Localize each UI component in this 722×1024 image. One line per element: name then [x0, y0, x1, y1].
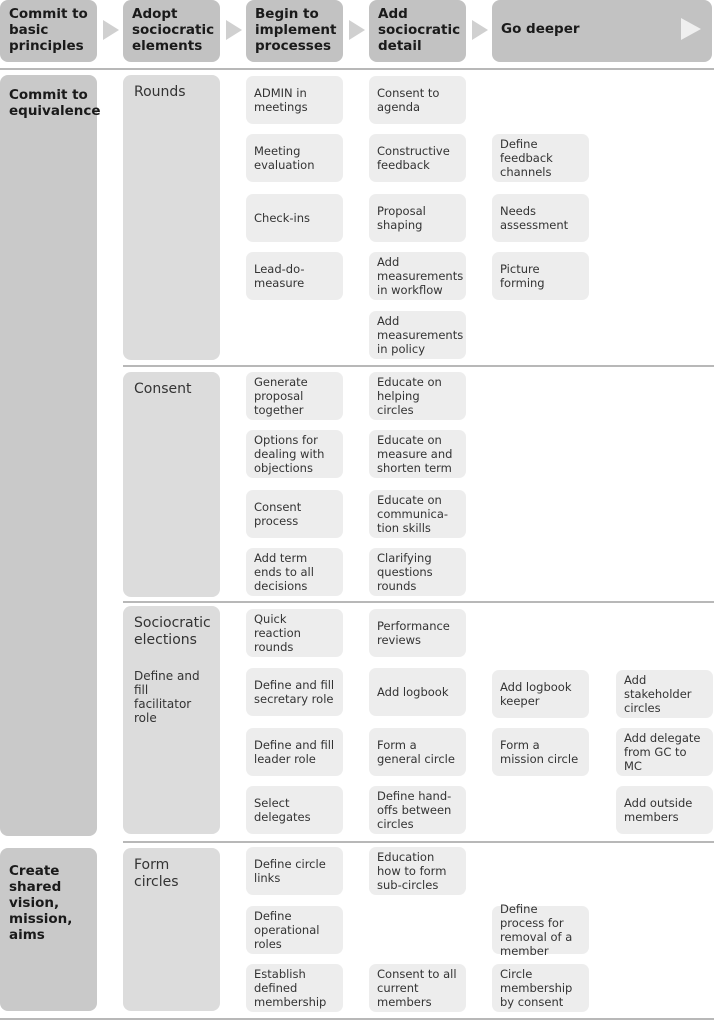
- arrow-right-icon: [226, 20, 242, 40]
- stage-implement-processes: Begin to implement processes: [246, 0, 343, 62]
- item: Picture forming: [492, 252, 589, 300]
- item: Define and fill secretary role: [246, 668, 343, 716]
- stage-commit-basic-principles: Commit to basic principles: [0, 0, 97, 62]
- item: Define feedback channels: [492, 134, 589, 182]
- arrow-right-icon: [103, 20, 119, 40]
- arrow-right-icon: [349, 20, 365, 40]
- item: Proposal shaping: [369, 194, 466, 242]
- arrow-right-icon: [472, 20, 488, 40]
- item: Educate on measure and shorten term: [369, 430, 466, 478]
- item: Establish defined membership: [246, 964, 343, 1012]
- item: Educate on helping circles: [369, 372, 466, 420]
- item: Add logbook keeper: [492, 670, 589, 718]
- divider: [123, 841, 714, 843]
- arrow-right-icon: [681, 18, 701, 40]
- item: Needs assessment: [492, 194, 589, 242]
- elections-label: Sociocratic elections: [134, 615, 211, 648]
- divider: [0, 68, 714, 70]
- item: Define operational roles: [246, 906, 343, 954]
- facilitator-role-label: Define and fill facilitator role: [134, 669, 200, 725]
- item: Define and fill leader role: [246, 728, 343, 776]
- item: Quick reaction rounds: [246, 609, 343, 657]
- item: Add delegate from GC to MC: [616, 728, 713, 776]
- stage-add-detail: Add sociocratic detail: [369, 0, 466, 62]
- item: Lead-do-measure: [246, 252, 343, 300]
- divider: [0, 1018, 714, 1020]
- item: Define hand-offs between circles: [369, 786, 466, 834]
- elections-category: [123, 606, 220, 834]
- item: Check-ins: [246, 194, 343, 242]
- item: Consent to all current members: [369, 964, 466, 1012]
- divider: [123, 601, 714, 603]
- item: Add measurements in policy: [369, 311, 466, 359]
- item: Meeting evaluation: [246, 134, 343, 182]
- consent-category: Consent: [123, 372, 220, 597]
- divider: [123, 365, 714, 367]
- form-circles-category: Form circles: [123, 848, 220, 1011]
- stage-go-deeper: Go deeper: [492, 0, 712, 62]
- item: ADMIN in meetings: [246, 76, 343, 124]
- item: Options for dealing with objections: [246, 430, 343, 478]
- item: Constructive feedback: [369, 134, 466, 182]
- create-shared-vision: Create shared vision, mission, aims: [0, 848, 97, 1011]
- item: Performance reviews: [369, 609, 466, 657]
- item: Define circle links: [246, 847, 343, 895]
- commit-to-equivalence: Commit to equivalence: [0, 75, 97, 836]
- item: Generate proposal together: [246, 372, 343, 420]
- item: Educate on communica-tion skills: [369, 490, 466, 538]
- item: Add logbook: [369, 668, 466, 716]
- item: Form a general circle: [369, 728, 466, 776]
- item: Define process for removal of a member: [492, 906, 589, 954]
- item: Add term ends to all decisions: [246, 548, 343, 596]
- item: Add stakeholder circles: [616, 670, 713, 718]
- item: Clarifying questions rounds: [369, 548, 466, 596]
- item: Select delegates: [246, 786, 343, 834]
- item: Circle membership by consent: [492, 964, 589, 1012]
- item: Education how to form sub-circles: [369, 847, 466, 895]
- item: Add measurements in workflow: [369, 252, 466, 300]
- item: Consent process: [246, 490, 343, 538]
- stage-adopt-elements: Adopt sociocratic elements: [123, 0, 220, 62]
- rounds-category: Rounds: [123, 75, 220, 360]
- item: Form a mission circle: [492, 728, 589, 776]
- item: Add outside members: [616, 786, 713, 834]
- item: Consent to agenda: [369, 76, 466, 124]
